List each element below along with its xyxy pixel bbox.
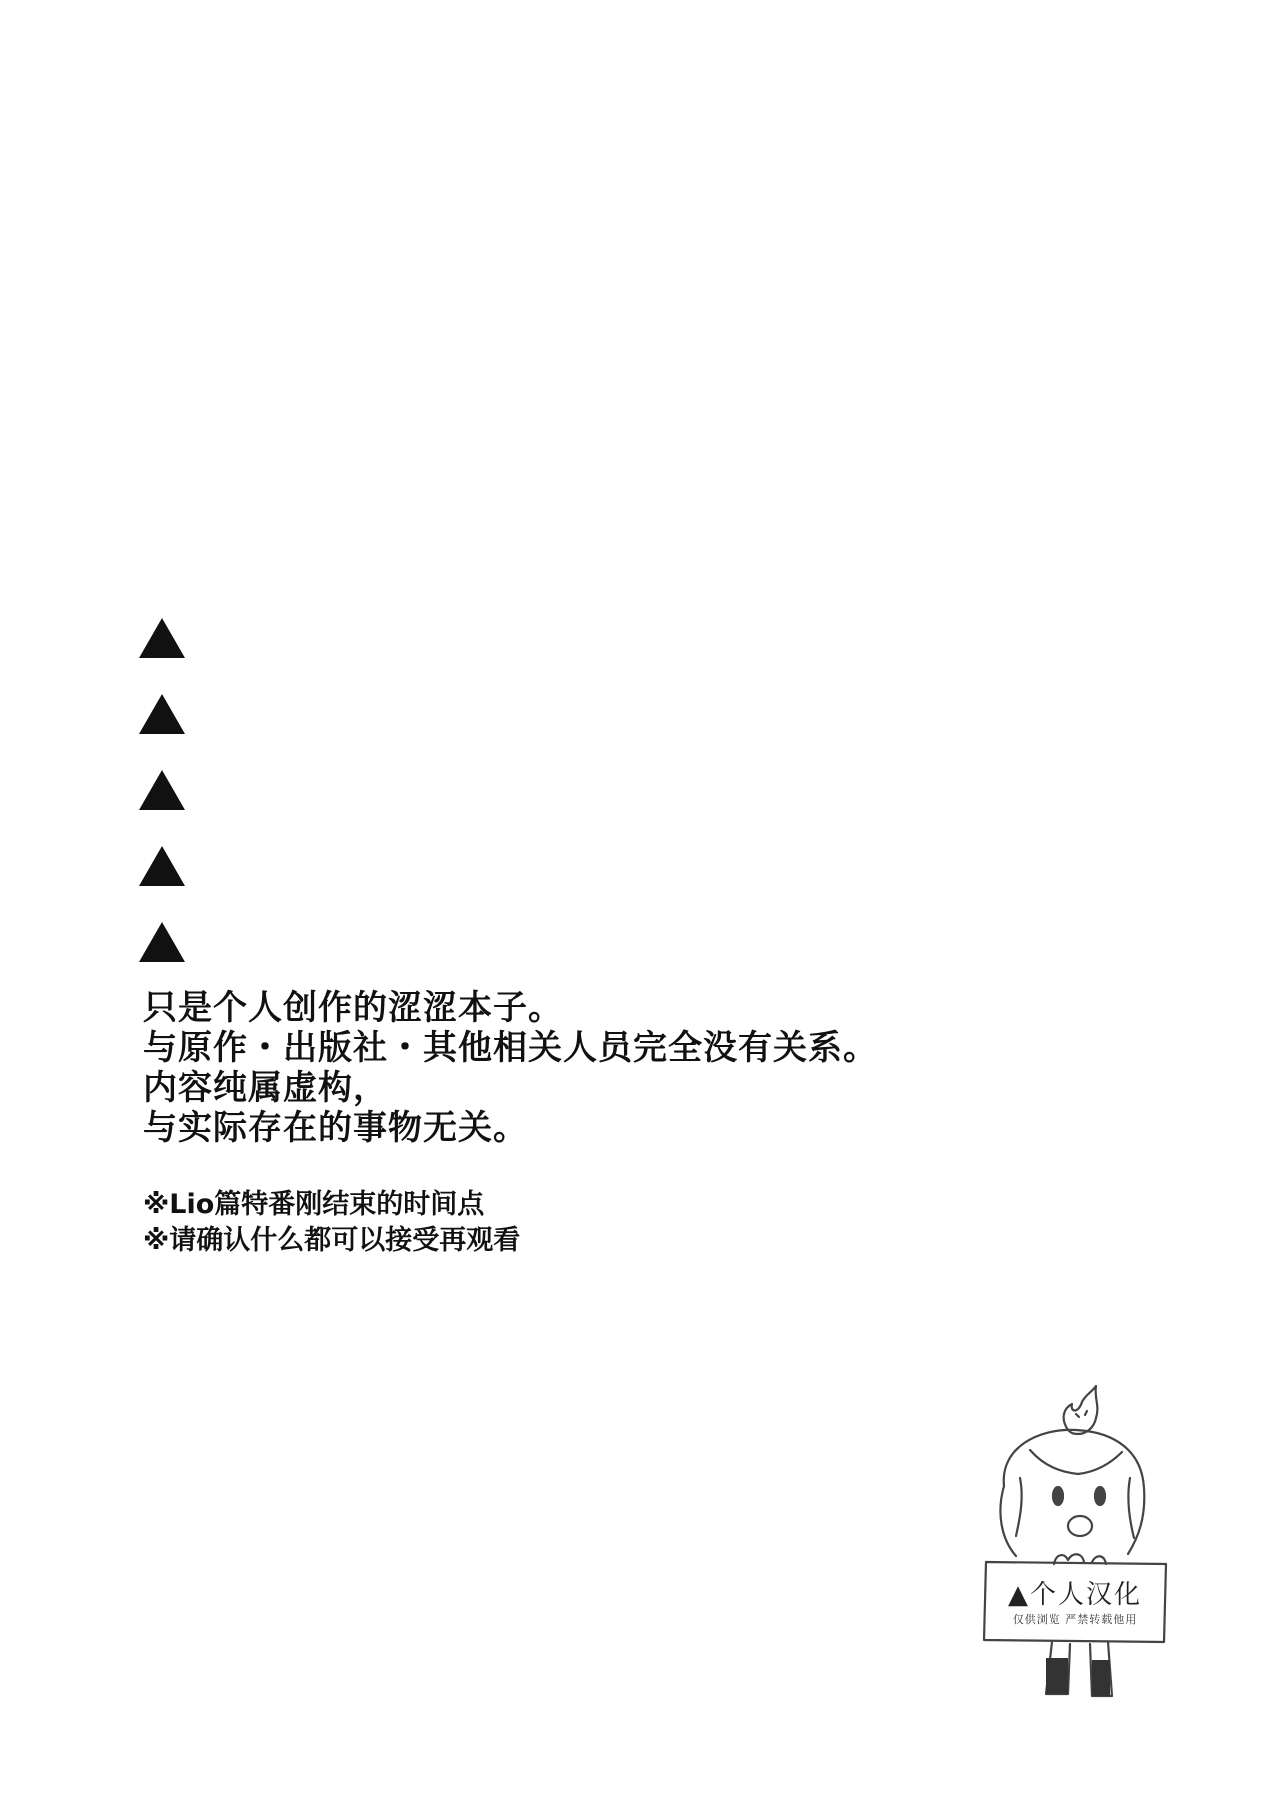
warning-triangles xyxy=(139,618,185,998)
triangle-icon xyxy=(139,618,185,658)
note-line: ※Lio篇特番刚结束的时间点 xyxy=(143,1189,485,1220)
disclaimer-line: 与实际存在的事物无关。 xyxy=(143,1108,528,1148)
triangle-icon xyxy=(139,694,185,734)
triangle-icon xyxy=(139,846,185,886)
disclaimer-line: 与原作・出版社・其他相关人员完全没有关系。 xyxy=(143,1028,878,1068)
disclaimer-line: 只是个人创作的涩涩本子。 xyxy=(143,988,563,1028)
note-line: ※请确认什么都可以接受再观看 xyxy=(143,1225,521,1256)
mascot-watermark xyxy=(960,1378,1190,1708)
watermark-subtitle: 仅供浏览 严禁转载他用 xyxy=(1012,1613,1138,1626)
notes xyxy=(143,1187,520,1259)
triangle-icon xyxy=(139,922,185,962)
mascot-illustration xyxy=(960,1378,1190,1708)
triangle-icon xyxy=(139,770,185,810)
disclaimer-line: 内容纯属虚构， xyxy=(143,1068,388,1108)
disclaimer-text xyxy=(143,988,878,1148)
watermark-title: ▲个人汉化 xyxy=(1008,1580,1142,1610)
